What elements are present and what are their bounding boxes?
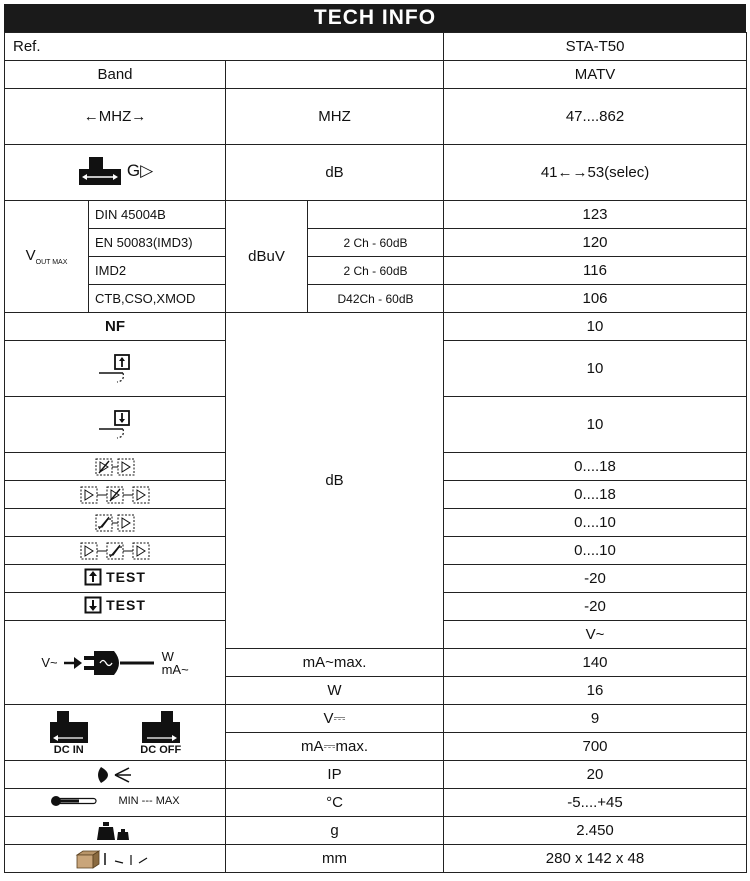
gain-adjust-icon [77, 156, 123, 186]
weight-icon [97, 821, 133, 841]
db-unit: dB [226, 313, 444, 649]
table-row [5, 761, 747, 789]
ip-value: 20 [444, 761, 747, 789]
dims-cell [5, 845, 226, 873]
interstage-equalizer-icon [77, 541, 153, 561]
dc-cell [5, 705, 226, 761]
weight-value: 2.450 [444, 817, 747, 845]
table-row [5, 313, 747, 341]
temp-cell [5, 789, 226, 817]
dims-value: 280 x 142 x 48 [444, 845, 747, 873]
attenuator-2-cell [5, 481, 226, 509]
gain-icon-text: G▷ [126, 160, 154, 180]
test-in-label: TEST [106, 568, 146, 585]
equalizer-1-value: 0....10 [444, 509, 747, 537]
splash-protection-icon [93, 765, 137, 785]
ip-unit: IP [226, 761, 444, 789]
vout-cond [308, 201, 444, 229]
attenuator-1-value: 0....18 [444, 453, 747, 481]
freq-label: ←MHZ→ [5, 89, 226, 145]
band-value: MATV [444, 61, 747, 89]
power-unit: mA~max. [226, 649, 444, 677]
vout-cond: 2 Ch - 60dB [308, 257, 444, 285]
equalizer-1-cell [5, 509, 226, 537]
return-loss-output-icon [95, 408, 135, 442]
vout-cond: D42Ch - 60dB [308, 285, 444, 313]
dc-in-switch [49, 710, 89, 756]
return-loss-in-value: 10 [444, 341, 747, 397]
power-unit: V~ [444, 621, 747, 649]
return-loss-out-value: 10 [444, 397, 747, 453]
freq-value: 47....862 [444, 89, 747, 145]
test-out-cell [5, 593, 226, 621]
table-row [5, 845, 747, 873]
table-row [5, 61, 747, 89]
table-row [5, 145, 747, 201]
test-out-value: -20 [444, 593, 747, 621]
dc-value: 9 [444, 705, 747, 733]
dims-unit: mm [226, 845, 444, 873]
test-out-label: TEST [106, 596, 146, 613]
tech-info-table [4, 32, 747, 873]
power-value: 16 [444, 677, 747, 705]
test-output-icon [84, 596, 102, 614]
power-plug-icon [62, 646, 158, 680]
table-row [5, 705, 747, 733]
band-label: Band [5, 61, 226, 89]
table-row [5, 33, 747, 61]
freq-unit: MHZ [226, 89, 444, 145]
weight-cell [5, 817, 226, 845]
power-cell [5, 621, 226, 705]
attenuator-1-cell [5, 453, 226, 481]
dc-unit: mA⎓max. [226, 733, 444, 761]
weight-unit: g [226, 817, 444, 845]
table-row [5, 229, 747, 257]
dc-off-switch-icon [141, 710, 181, 744]
equalizer-2-value: 0....10 [444, 537, 747, 565]
temp-label: MIN --- MAX [118, 795, 180, 807]
vout-std: EN 50083(IMD3) [89, 229, 226, 257]
dc-in-switch-icon [49, 710, 89, 744]
table-row [5, 789, 747, 817]
temp-value: -5....+45 [444, 789, 747, 817]
vout-cond: 2 Ch - 60dB [308, 229, 444, 257]
dc-unit: V⎓ [226, 705, 444, 733]
power-value: 140 [444, 649, 747, 677]
power-v-label: V~ [41, 655, 58, 670]
vout-value: 116 [444, 257, 747, 285]
dc-off-label: DC OFF [140, 743, 182, 756]
table-row [5, 817, 747, 845]
table-row [5, 201, 747, 229]
interstage-attenuator-icon [77, 485, 153, 505]
ip-cell [5, 761, 226, 789]
table-row [5, 257, 747, 285]
ref-value: STA-T50 [444, 33, 747, 61]
dc-off-switch [140, 710, 181, 756]
slope-equalizer-icon [90, 513, 140, 533]
band-unit [226, 61, 444, 89]
power-w-label: W [161, 648, 174, 664]
vout-value: 123 [444, 201, 747, 229]
vout-value: 106 [444, 285, 747, 313]
attenuator-icon [90, 457, 140, 477]
return-loss-in-cell [5, 341, 226, 397]
test-in-value: -20 [444, 565, 747, 593]
gain-unit: dB [226, 145, 444, 201]
equalizer-2-cell [5, 537, 226, 565]
power-ma-label: mA~ [161, 661, 189, 677]
attenuator-2-value: 0....18 [444, 481, 747, 509]
vout-label-sub: OUT MAX [35, 259, 68, 266]
power-unit: W [226, 677, 444, 705]
test-input-icon [84, 568, 102, 586]
gain-value: 41←→53(selec) [444, 145, 747, 201]
nf-label: NF [5, 313, 226, 341]
return-loss-out-cell [5, 397, 226, 453]
dc-in-label: DC IN [53, 743, 84, 756]
box-dimensions-icon [75, 849, 155, 869]
temp-unit: °C [226, 789, 444, 817]
vout-unit: dBuV [226, 201, 308, 313]
gain-label [5, 145, 226, 201]
vout-label-main: V [25, 247, 36, 264]
return-loss-input-icon [95, 352, 135, 386]
vout-label [5, 201, 89, 313]
table-row [5, 89, 747, 145]
ref-label: Ref. [5, 33, 444, 61]
vout-value: 120 [444, 229, 747, 257]
nf-value: 10 [444, 313, 747, 341]
thermometer-icon [50, 795, 98, 807]
vout-std: IMD2 [89, 257, 226, 285]
vout-std: DIN 45004B [89, 201, 226, 229]
table-row [5, 285, 747, 313]
page-title: TECH INFO [4, 4, 746, 32]
dc-value: 700 [444, 733, 747, 761]
vout-std: CTB,CSO,XMOD [89, 285, 226, 313]
test-in-cell [5, 565, 226, 593]
